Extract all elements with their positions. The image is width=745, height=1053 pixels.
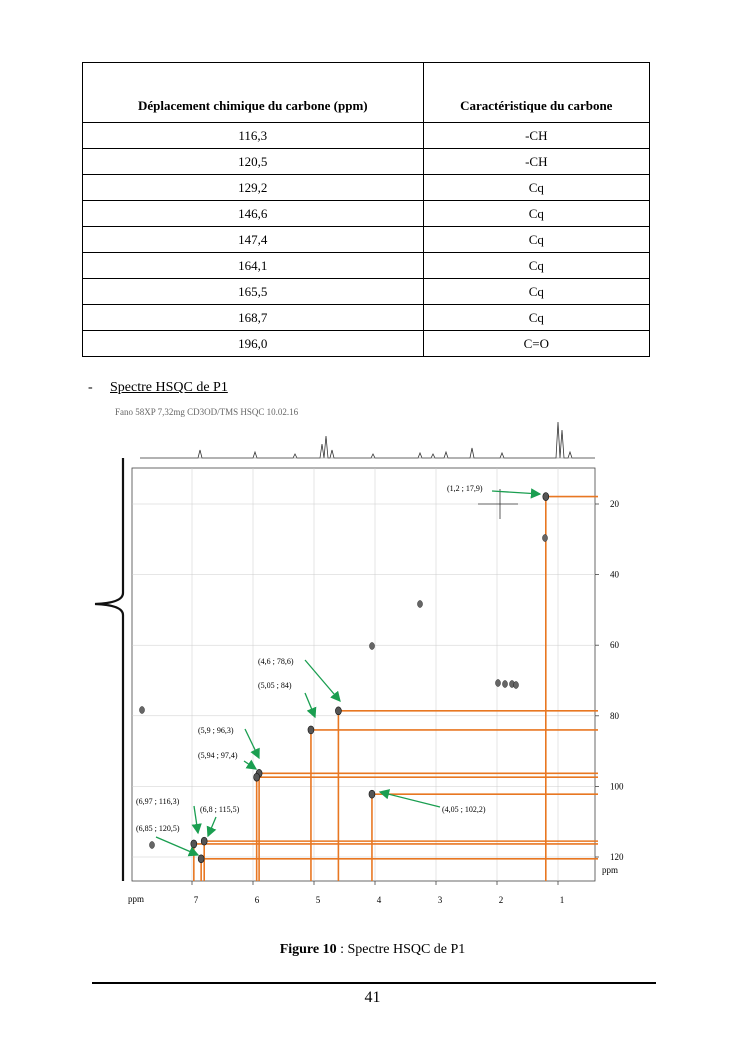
cross-peak [496, 680, 501, 687]
spectrum-frame [132, 468, 595, 881]
peak-label: (5,05 ; 84) [258, 681, 292, 690]
cross-peak [335, 707, 341, 715]
peak-label: (6,8 ; 115,5) [200, 805, 240, 814]
x-axis-unit: ppm [128, 894, 145, 904]
footer-rule [92, 982, 656, 984]
cross-peak [543, 493, 549, 501]
cell-type: Cq [423, 201, 649, 227]
cross-peak [369, 790, 375, 798]
figure-caption [0, 942, 745, 958]
cell-shift: 196,0 [83, 331, 424, 357]
cell-type: -CH [423, 123, 649, 149]
cell-shift: 147,4 [83, 227, 424, 253]
proton-projection-trace [140, 422, 595, 458]
caption-text: : Spectre HSQC de P1 [336, 942, 466, 957]
peak-arrow [305, 693, 315, 717]
y-tick-label: 60 [610, 640, 619, 651]
bullet: - [88, 380, 93, 395]
page-number: 41 [364, 989, 381, 1006]
section-heading [88, 380, 228, 396]
table-row [83, 227, 650, 253]
peak-arrow [194, 806, 198, 833]
header-carbon-type: Caractéristique du carbone [423, 63, 649, 123]
x-tick-label: 3 [437, 895, 443, 905]
peak-label: (4,6 ; 78,6) [258, 657, 294, 666]
table-row [83, 279, 650, 305]
x-tick-label: 4 [376, 895, 382, 905]
guide-lines [194, 497, 598, 881]
cross-peak [514, 682, 519, 689]
table-row [83, 149, 650, 175]
spectrum-header: Fano 58XP 7,32mg CD3OD/TMS HSQC 10.02.16 [115, 407, 299, 417]
header-chemical-shift: Déplacement chimique du carbone (ppm) [83, 63, 424, 123]
peak-label: (6,97 ; 116,3) [136, 797, 180, 806]
peak-arrow [244, 761, 256, 769]
y-tick-label: 20 [610, 499, 619, 509]
cross-peak [370, 643, 375, 650]
peak-label: (5,94 ; 97,4) [198, 751, 238, 760]
y-tick-label: 120 [610, 852, 624, 862]
cell-shift: 120,5 [83, 149, 424, 175]
caption-label: Figure 10 [279, 942, 337, 957]
cell-shift: 129,2 [83, 175, 424, 201]
x-tick-label: 5 [315, 895, 321, 905]
peak-arrow [208, 817, 216, 836]
table-row [83, 123, 650, 149]
cell-shift: 164,1 [83, 253, 424, 279]
proton-projection [95, 422, 595, 881]
cross-peak [254, 773, 260, 781]
cross-peak [198, 855, 204, 863]
peak-label: (4,05 ; 102,2) [442, 805, 486, 814]
x-tick-label: 2 [498, 895, 504, 905]
cell-type: Cq [423, 175, 649, 201]
peak-arrow [492, 491, 540, 494]
x-tick-label: 7 [193, 895, 199, 905]
peak-label: (5,9 ; 96,3) [198, 726, 234, 735]
carbon-shift-table [82, 62, 650, 357]
cross-peak [418, 601, 423, 608]
cross-peak [191, 840, 197, 848]
x-tick-label: 1 [559, 895, 565, 905]
cell-type: -CH [423, 149, 649, 175]
carbon-projection [95, 458, 123, 881]
cell-type: Cq [423, 305, 649, 331]
cross-peak [140, 707, 145, 714]
cross-peak [503, 681, 508, 688]
hsqc-spectrum [90, 403, 630, 923]
table-row [83, 331, 650, 357]
table-row [83, 305, 650, 331]
y-tick-label: 40 [610, 569, 619, 580]
peak-label: (6,85 ; 120,5) [136, 824, 180, 833]
peak-arrow [305, 660, 340, 701]
cell-shift: 116,3 [83, 123, 424, 149]
cell-type: Cq [423, 253, 649, 279]
y-tick-label: 80 [610, 710, 619, 721]
x-tick-label: 6 [254, 895, 260, 905]
table-row [83, 175, 650, 201]
cell-shift: 165,5 [83, 279, 424, 305]
plot-border [132, 468, 595, 881]
cross-peak [543, 535, 548, 542]
y-tick-label: 100 [610, 781, 624, 792]
cross-peak [150, 842, 155, 849]
cell-type: Cq [423, 279, 649, 305]
cross-peak [308, 726, 314, 734]
y-axis-unit: ppm [602, 865, 619, 875]
cell-shift: 146,6 [83, 201, 424, 227]
table-row [83, 253, 650, 279]
cell-type: Cq [423, 227, 649, 253]
cross-peak [201, 837, 207, 845]
table-row [83, 201, 650, 227]
section-title: Spectre HSQC de P1 [110, 380, 228, 395]
cell-shift: 168,7 [83, 305, 424, 331]
cell-type: C=O [423, 331, 649, 357]
table-header-row [83, 63, 650, 123]
peak-label: (1,2 ; 17,9) [447, 484, 483, 493]
peak-arrow [245, 729, 259, 758]
